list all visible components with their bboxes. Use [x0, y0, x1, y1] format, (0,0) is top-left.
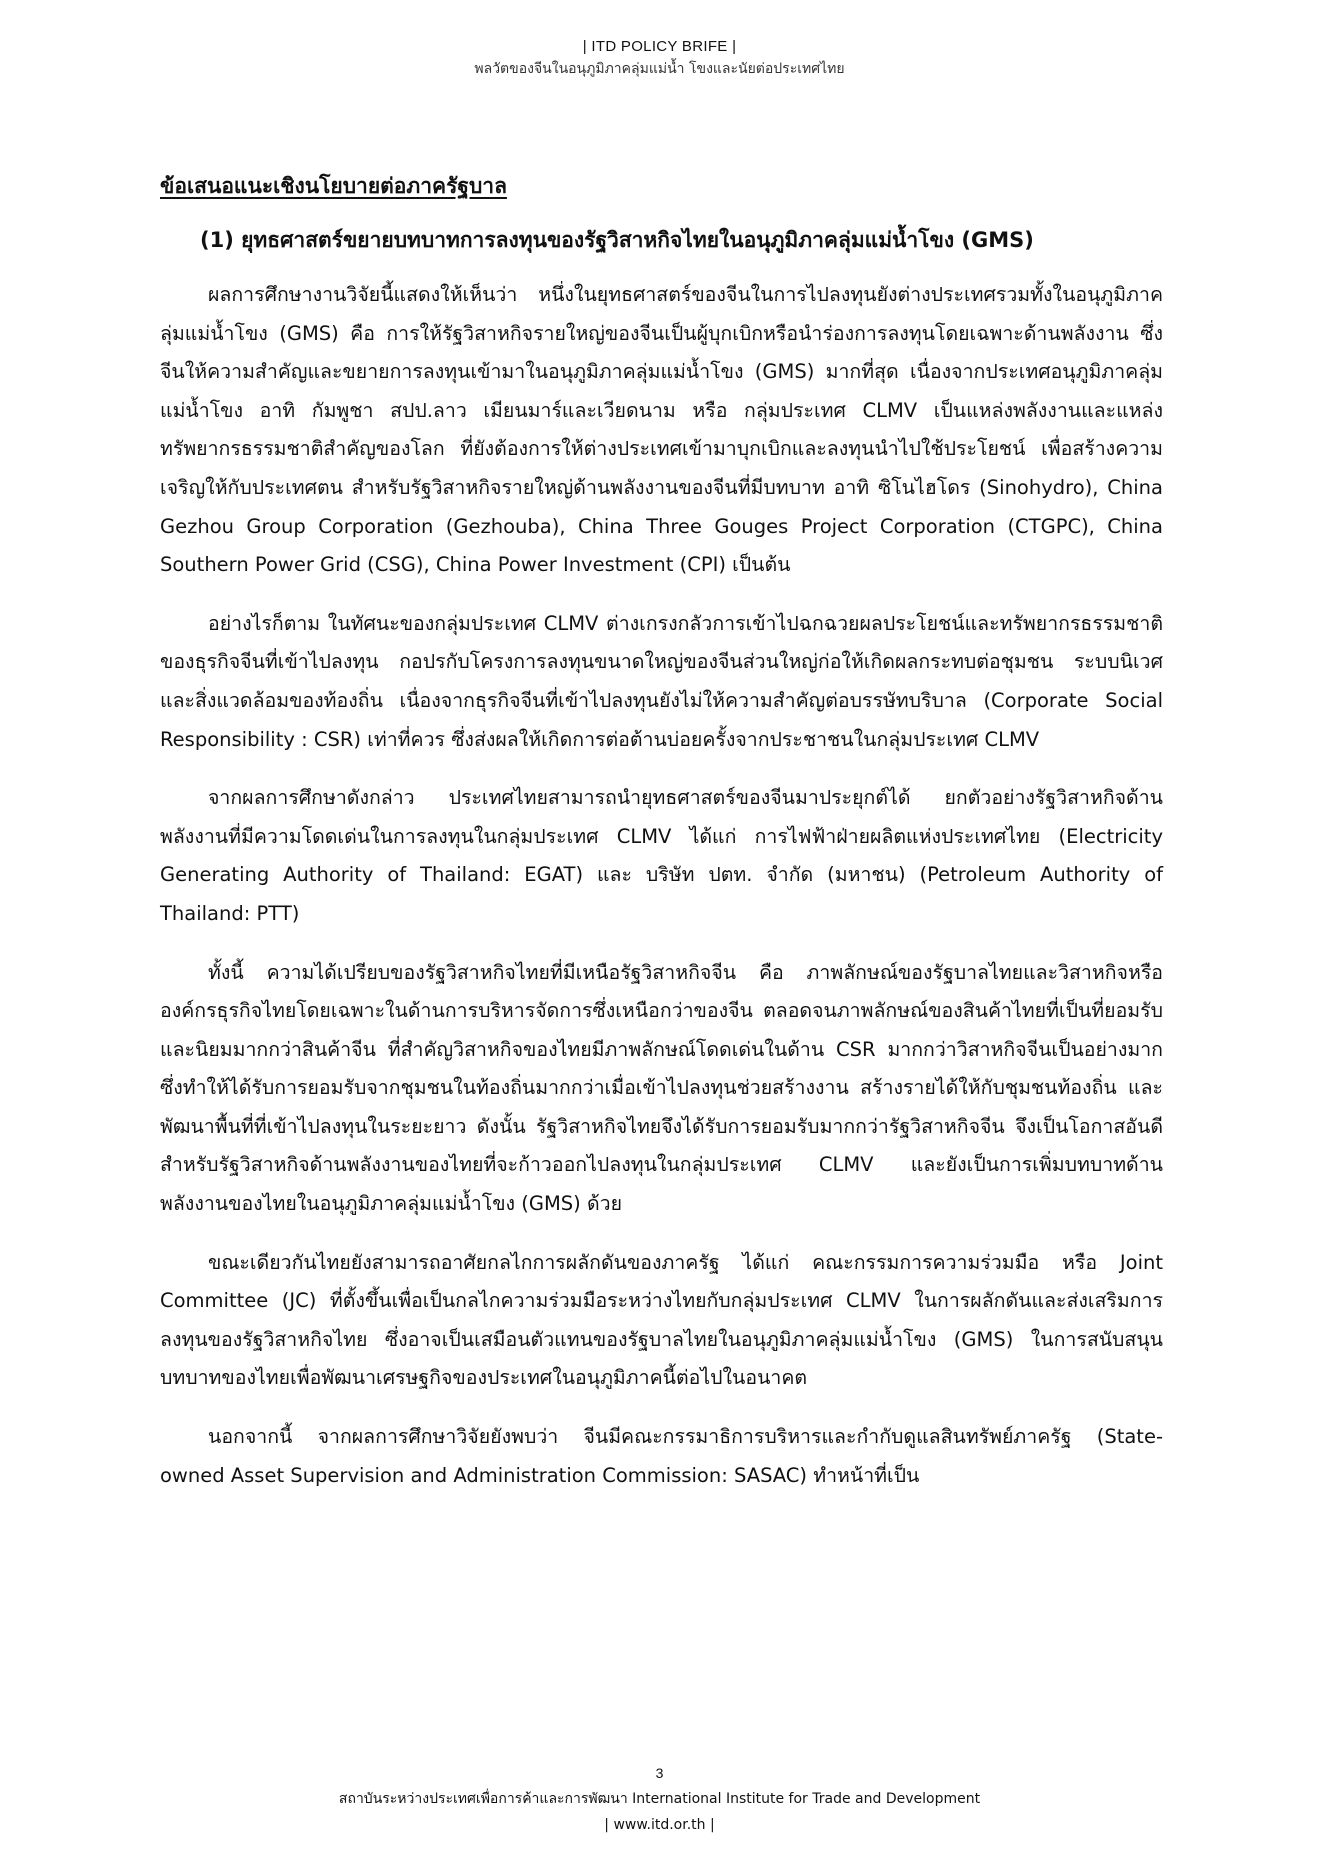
paragraph-3: จากผลการศึกษาดังกล่าว ประเทศไทยสามารถนำยุทธศาสตร์ของจีนมาประยุกต์ได้ ยกตัวอย่างรัฐวิสาหกิจด้านพลังงานที่มีความโดดเด่นในการลงทุนในกลุ่มประเทศ CLMV ได้แก่ การไฟฟ้าฝ่ายผลิตแห่งประเทศไทย (Electricity Generating Authority of Thailand: EGAT) และ บริษัท ปตท. จำกัด (มหาชน) (Petroleum Authority of Thailand: PTT)	[160, 786, 1163, 925]
page-number: 3	[655, 1765, 664, 1781]
institute-name: สถาบันระหว่างประเทศเพื่อการค้าและการพัฒนา International Institute for Trade and Development	[338, 1791, 981, 1807]
section-heading: ข้อเสนอแนะเชิงนโยบายต่อภาครัฐบาล	[160, 174, 507, 198]
document-subtitle: พลวัตของจีนในอนุภูมิภาคลุ่มแม่น้ำ โขงและนัยต่อประเทศไทย	[474, 61, 845, 77]
paragraph-5: ขณะเดียวกันไทยยังสามารถอาศัยกลไกการผลักดันของภาครัฐ ได้แก่ คณะกรรมการความร่วมมือ หรือ Joint Committee (JC) ที่ตั้งขึ้นเพื่อเป็นกลไกความร่วมมือระหว่างไทยกับกลุ่มประเทศ CLMV ในการผลักดันและส่งเสริมการลงทุนของรัฐวิสาหกิจไทย ซึ่งอาจเป็นเสมือนตัวแทนของรัฐบาลไทยในอนุภูมิภาคลุ่มแม่น้ำโขง (GMS) ในการสนับสนุนบทบาทของไทยเพื่อพัฒนาเศรษฐกิจของประเทศในอนุภูมิภาคนี้ต่อไปในอนาคต	[160, 1250, 1163, 1390]
document-series-title: | ITD POLICY BRIFE |	[582, 38, 737, 55]
paragraph-4: ทั้งนี้ ความได้เปรียบของรัฐวิสาหกิจไทยที่มีเหนือรัฐวิสาหกิจจีน คือ ภาพลักษณ์ของรัฐบาลไทยและวิสาหกิจหรือองค์กรธุรกิจไทยโดยเฉพาะในด้านการบริหารจัดการซึ่งเหนือกว่าของจีน ตลอดจนภาพลักษณ์ของสินค้าไทยที่เป็นที่ยอมรับและนิยมมากกว่าสินค้าจีน ที่สำคัญวิสาหกิจของไทยมีภาพลักษณ์โดดเด่นในด้าน CSR มากกว่าวิสาหกิจจีนเป็นอย่างมาก ซึ่งทำให้ได้รับการยอมรับจากชุมชนในท้องถิ่นมากกว่าเมื่อเข้าไปลงทุนช่วยสร้างงาน สร้างรายได้ให้กับชุมชนท้องถิ่น และพัฒนาพื้นที่ที่เข้าไปลงทุนในระยะยาว ดังนั้น รัฐวิสาหกิจไทยจึงได้รับการยอมรับมากกว่ารัฐวิสาหกิจจีน จึงเป็นโอกาสอันดีสำหรับรัฐวิสาหกิจด้านพลังงานของไทยที่จะก้าวออกไปลงทุนในกลุ่มประเทศ CLMV และยังเป็นการเพิ่มบทบาทด้านพลังงานของไทยในอนุภูมิภาคลุ่มแม่น้ำโขง (GMS) ด้วย	[160, 960, 1163, 1216]
paragraph-6: นอกจากนี้ จากผลการศึกษาวิจัยยังพบว่า จีนมีคณะกรรมาธิการบริหารและกำกับดูแลสินทรัพย์ภาครัฐ (State-owned Asset Supervision and Administration Commission: SASAC) ทำหน้าที่เป็น	[160, 1425, 1163, 1487]
sub-heading: (1) ยุทธศาสตร์ขยายบทบาทการลงทุนของรัฐวิสาหกิจไทยในอนุภูมิภาคลุ่มแม่น้ำโขง (GMS)	[200, 228, 1034, 252]
paragraph-1: ผลการศึกษางานวิจัยนี้แสดงให้เห็นว่า หนึ่งในยุทธศาสตร์ของจีนในการไปลงทุนยังต่างประเทศรวมทั้งในอนุภูมิภาคลุ่มแม่น้ำโขง (GMS) คือ การให้รัฐวิสาหกิจรายใหญ่ของจีนเป็นผู้บุกเบิกหรือนำร่องการลงทุนโดยเฉพาะด้านพลังงาน ซึ่งจีนให้ความสำคัญและขยายการลงทุนเข้ามาในอนุภูมิภาคลุ่มแม่น้ำโขง (GMS) มากที่สุด เนื่องจากประเทศอนุภูมิภาคลุ่มแม่น้ำโขง อาทิ กัมพูชา สปป.ลาว เมียนมาร์และเวียดนาม หรือ กลุ่มประเทศ CLMV เป็นแหล่งพลังงานและแหล่งทรัพยากรธรรมชาติสำคัญของโลก ที่ยังต้องการให้ต่างประเทศเข้ามาบุกเบิกและลงทุนนำไปใช้ประโยชน์ เพื่อสร้างความเจริญให้กับประเทศตน สำหรับรัฐวิสาหกิจรายใหญ่ด้านพลังงานของจีนที่มีบทบาท อาทิ ซิโนไฮโดร (Sinohydro), China Gezhou Group Corporation (Gezhouba), China Three Gouges Project Corporation (CTGPC), China Southern Power Grid (CSG), China Power Investment (CPI) เป็นต้น	[160, 283, 1163, 577]
body-text	[160, 276, 1163, 1515]
website-link[interactable]: | www.itd.or.th |	[604, 1817, 715, 1833]
page-header	[0, 36, 1319, 80]
page-footer	[0, 1760, 1319, 1838]
paragraph-2: อย่างไรก็ตาม ในทัศนะของกลุ่มประเทศ CLMV ต่างเกรงกลัวการเข้าไปฉกฉวยผลประโยชน์และทรัพยากรธรรมชาติของธุรกิจจีนที่เข้าไปลงทุน กอปรกับโครงการลงทุนขนาดใหญ่ของจีนส่วนใหญ่ก่อให้เกิดผลกระทบต่อชุมชน ระบบนิเวศ และสิ่งแวดล้อมของท้องถิ่น เนื่องจากธุรกิจจีนที่เข้าไปลงทุนยังไม่ให้ความสำคัญต่อบรรษัทบริบาล (Corporate Social Responsibility : CSR) เท่าที่ควร ซึ่งส่งผลให้เกิดการต่อต้านบ่อยครั้งจากประชาชนในกลุ่มประเทศ CLMV	[160, 611, 1163, 751]
